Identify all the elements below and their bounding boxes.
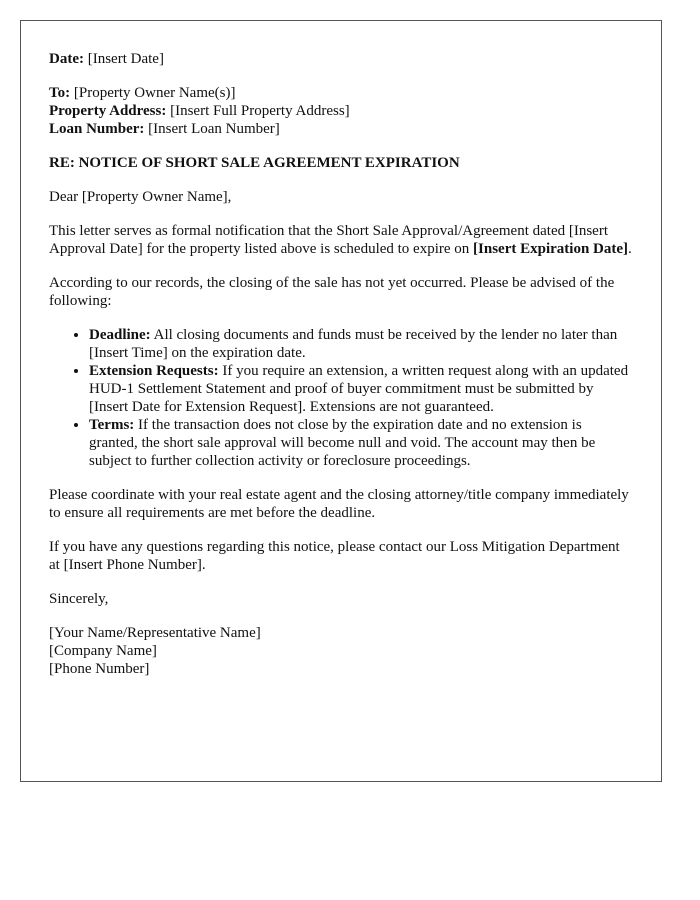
property-address-value: [Insert Full Property Address] [170,103,350,119]
recipient-block [49,84,633,138]
records-paragraph: According to our records, the closing of the sale has not yet occurred. Please be advised of the following: [49,275,615,309]
list-item-deadline [89,326,633,362]
coordinate-paragraph: Please coordinate with your real estate agent and the closing attorney/title company immediately to ensure all requirements are met before the deadline. [49,487,629,521]
subject-line: RE: NOTICE OF SHORT SALE AGREEMENT EXPIRATION [49,155,460,171]
list-item-extension-requests [89,362,633,416]
signature-name: [Your Name/Representative Name] [49,625,261,641]
salutation: Dear [Property Owner Name], [49,189,232,205]
bullet-text: All closing documents and funds must be received by the lender no later than [Insert Time] on the expiration date. [89,327,618,361]
date-line [49,50,633,68]
intro-text: This letter serves as formal notification that the Short Sale Approval/Agreement dated [Insert Approval Date] for the property listed above is scheduled to expire on [49,223,608,257]
date-label: Date: [49,51,84,67]
property-address-label: Property Address: [49,103,167,119]
bullet-label: Terms: [89,417,135,433]
intro-end: . [628,241,632,257]
letter-page [20,20,662,782]
to-label: To: [49,85,71,101]
expiration-date: [Insert Expiration Date] [473,241,629,257]
terms-list [49,326,633,470]
bullet-label: Deadline: [89,327,151,343]
signature-block [49,624,633,678]
to-value: [Property Owner Name(s)] [73,85,236,101]
loan-number-value: [Insert Loan Number] [148,121,280,137]
questions-paragraph: If you have any questions regarding this notice, please contact our Loss Mitigation Department at [Insert Phone Number]. [49,539,620,573]
bullet-label: Extension Requests: [89,363,219,379]
date-value: [Insert Date] [87,51,164,67]
loan-number-label: Loan Number: [49,121,145,137]
list-item-terms [89,416,633,470]
signature-company: [Company Name] [49,643,157,659]
closing: Sincerely, [49,591,109,607]
bullet-text: If you require an extension, a written request along with an updated HUD-1 Settlement Statement and proof of buyer commitment must be submitted by [Insert Date for Extension Request]. Extensions are not guaranteed. [89,363,629,415]
signature-phone: [Phone Number] [49,661,150,677]
to-line [49,84,633,102]
bullet-text: If the transaction does not close by the expiration date and no extension is granted, the short sale approval will become null and void. The account may then be subject to further collection activity or foreclosure proceedings. [89,417,596,469]
property-address-line [49,102,633,120]
intro-paragraph [49,222,633,258]
loan-number-line [49,120,633,138]
